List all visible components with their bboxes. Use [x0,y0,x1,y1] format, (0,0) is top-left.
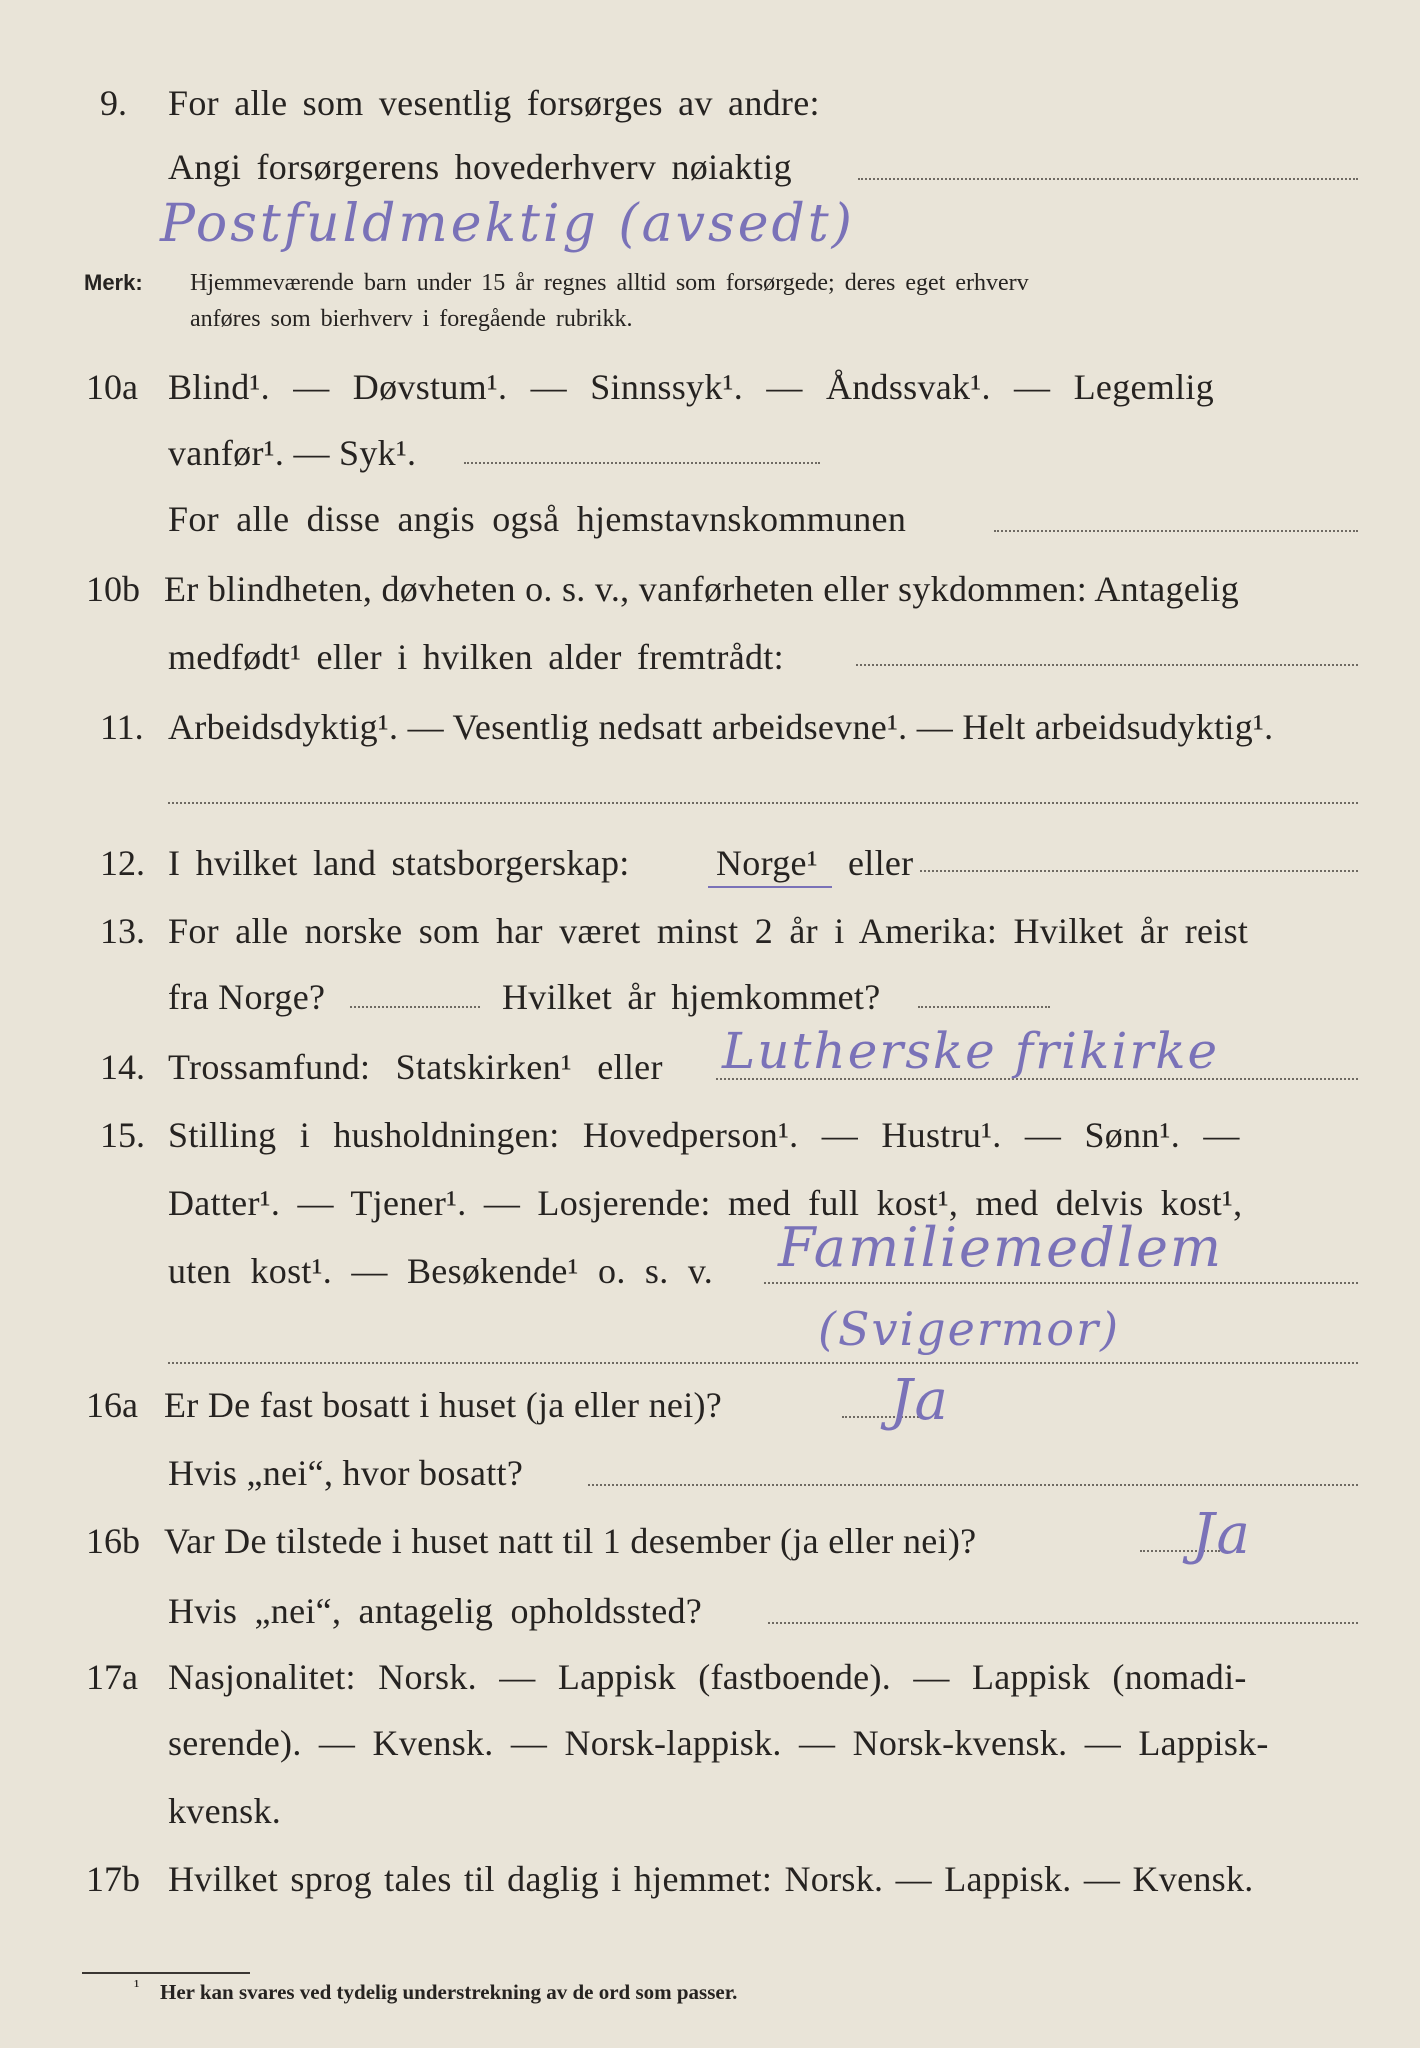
q14-question: Trossamfund: Statskirken¹ eller [168,1047,663,1087]
q11-number: 11. [100,707,144,747]
q14-number: 14. [100,1047,145,1087]
q16b-followup: Hvis „nei“, antagelig opholdssted? [168,1591,703,1631]
q10b-question-line1: Er blindheten, døvheten o. s. v., vanførheten eller sykdommen: Antagelig [164,569,1240,609]
q16b-number: 16b [86,1521,140,1561]
merk-text-line2: anføres som bierhverv i foregående rubrikk. [190,306,633,332]
q15-number: 15. [100,1115,145,1155]
q10a-answer-line[interactable] [464,462,820,464]
q16b-question: Var De tilstede i huset natt til 1 desember (ja eller nei)? [164,1521,977,1561]
q13-number: 13. [100,911,145,951]
q14-handwritten-answer: Lutherske frikirke [722,1022,1220,1080]
q9-question: For alle som vesentlig forsørges av andre: [168,83,820,123]
q17a-number: 17a [86,1657,138,1697]
q11-answer-line[interactable] [168,802,1358,804]
q15-handwritten-answer1: Familiemedlem [778,1216,1224,1279]
q17b-number: 17b [86,1859,140,1899]
q16b-followup-line[interactable] [768,1622,1358,1624]
q17a-options-line2: serende). — Kvensk. — Norsk-lappisk. — Norsk-kvensk. — Lappisk- [168,1723,1269,1763]
footnote-text: Her kan svares ved tydelig understrekning av de ord som passer. [160,1980,738,2004]
q12-number: 12. [100,843,145,883]
q12-answer-line[interactable] [920,870,1358,872]
q13-hjemkommet-line[interactable] [918,1006,1050,1008]
q10b-answer-line[interactable] [856,664,1358,666]
q13-fra-norge-label: fra Norge? [168,977,326,1017]
q10a-number: 10a [86,367,138,407]
q13-question-line1: For alle norske som har været minst 2 år i Amerika: Hvilket år reist [168,911,1249,951]
q16a-followup: Hvis „nei“, hvor bosatt? [168,1453,524,1493]
footnote-rule [82,1972,250,1974]
q12-question: I hvilket land statsborgerskap: [168,843,630,883]
q16a-question: Er De fast bosatt i huset (ja eller nei)? [164,1385,723,1425]
q16a-followup-line[interactable] [588,1484,1358,1486]
q16a-handwritten-answer: Ja [890,1368,950,1433]
merk-label: Merk: [84,270,143,295]
q15-options-line1: Stilling i husholdningen: Hovedperson¹. — Hustru¹. — Sønn¹. — [168,1115,1240,1155]
q16a-number: 16a [86,1385,138,1425]
q10a-hjemstavn-text: For alle disse angis også hjemstavnskommunen [168,499,907,539]
q17b-options: Hvilket sprog tales til daglig i hjemmet: Norsk. — Lappisk. — Kvensk. [168,1859,1254,1899]
q17a-options-line1: Nasjonalitet: Norsk. — Lappisk (fastboende). — Lappisk (nomadi- [168,1657,1247,1697]
q9-instruction: Angi forsørgerens hovederhverv nøiaktig [168,147,792,187]
q10b-question-line2: medfødt¹ eller i hvilken alder fremtrådt: [168,637,784,677]
q9-number: 9. [100,83,127,123]
q15-options-line2: Datter¹. — Tjener¹. — Losjerende: med full kost¹, med delvis kost¹, [168,1183,1243,1223]
q9-answer-line[interactable] [858,178,1358,180]
q13-fra-norge-line[interactable] [350,1006,480,1008]
q10a-options-line1: Blind¹. — Døvstum¹. — Sinnssyk¹. — Åndssvak¹. — Legemlig [168,367,1214,407]
q10a-hjemstavn-line[interactable] [994,530,1358,532]
q10b-number: 10b [86,569,140,609]
q15-handwritten-answer2: (Svigermor) [818,1302,1121,1356]
merk-text-line1: Hjemmeværende barn under 15 år regnes alltid som forsørgede; deres eget erhverv [190,270,1029,296]
q17a-options-line3: kvensk. [168,1791,282,1831]
q16b-handwritten-answer: Ja [1192,1502,1252,1567]
q12-norge-underline [708,886,832,888]
q15-answer-line[interactable] [764,1282,1358,1284]
q13-hjemkommet-label: Hvilket år hjemkommet? [502,977,881,1017]
q11-options: Arbeidsdyktig¹. — Vesentlig nedsatt arbeidsevne¹. — Helt arbeidsudyktig¹. [168,707,1274,747]
q12-eller: eller [848,843,914,883]
q15-answer-line2[interactable] [168,1362,1358,1364]
q15-options-line3: uten kost¹. — Besøkende¹ o. s. v. [168,1251,714,1291]
q12-option-norge: Norge¹ [716,843,818,883]
q10a-options-line2: vanfør¹. — Syk¹. [168,433,417,473]
footnote-marker: ¹ [134,1976,140,1996]
q9-handwritten-answer: Postfuldmektig (avsedt) [160,194,855,254]
